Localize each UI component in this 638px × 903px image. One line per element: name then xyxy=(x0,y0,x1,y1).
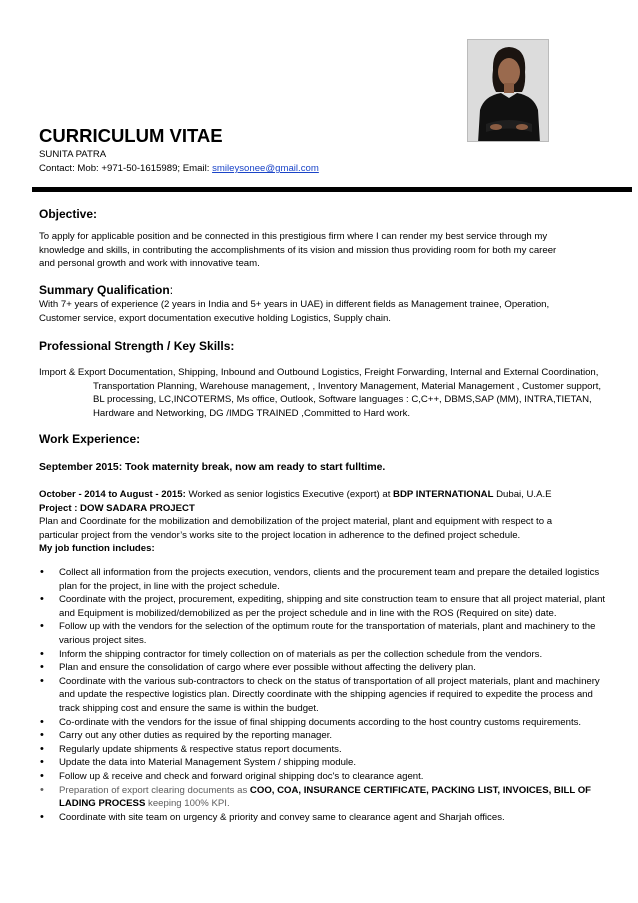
duty-item: • Follow up with the vendors for the selection of the optimum route for the transportation of materials, plant and machinery to the various project sites. xyxy=(59,620,607,647)
duty-export-docs-pre: Preparation of export clearing documents as xyxy=(59,784,250,796)
summary-heading xyxy=(39,283,173,298)
duty-item: • Co-ordinate with the vendors for the issue of final shipping documents according to the host country customs requirements. xyxy=(59,716,607,730)
duty-item: • Regularly update shipments & respective status report documents. xyxy=(59,743,607,757)
duty-item: • Update the data into Material Management System / shipping module. xyxy=(59,756,607,770)
email-link[interactable]: smileysonee@gmail.com xyxy=(212,163,319,174)
duty-export-docs-list: COO, COA, INSURANCE CERTIFICATE, PACKING LIST, INVOICES, BILL OF LADING PROCESS xyxy=(59,784,592,810)
job-company: BDP INTERNATIONAL xyxy=(393,489,494,500)
duty-export-docs-post: keeping 100% KPI. xyxy=(145,798,230,810)
strengths-heading: Professional Strength / Key Skills: xyxy=(39,339,235,353)
job-period: October - 2014 to August - 2015: xyxy=(39,489,186,500)
duty-item: • Coordinate with site team on urgency & priority and convey same to clearance agent and Sharjah offices. xyxy=(59,811,607,825)
contact-details: Contact: Mob: +971-50-1615989; Email: xyxy=(39,163,213,174)
duty-item-export-docs xyxy=(59,784,607,811)
maternity-break-note: September 2015: Took maternity break, now am ready to start fulltime. xyxy=(39,462,386,473)
objective-text: To apply for applicable position and be connected in this prestigious firm where I can render my best service through my knowledge and skills, in contributing the accomplishments of its vision and mission thus providing room for both my career and personal growth and work with innovative team. xyxy=(39,231,557,270)
objective-heading: Objective: xyxy=(39,207,98,221)
profile-photo xyxy=(467,39,549,142)
person-portrait xyxy=(468,40,549,142)
duty-item: • Carry out any other duties as required by the reporting manager. xyxy=(59,729,607,743)
duty-item: • Coordinate with the various sub-contractors to check on the status of transportation of all project materials, plant and machinery and update the respective logistics plan. Directly coordinate with the shipping agencies if required to expedite the process and track shipping cost and ensure the same is within the budget. xyxy=(59,675,607,716)
duty-item: • Coordinate with the project, procurement, expediting, shipping and site construction team to ensure that all project material, plant and Equipment is mobilized/demobilized as per the project schedule and in line with the ROS (Required on site) date. xyxy=(59,593,607,620)
header-divider xyxy=(32,187,632,192)
job-header xyxy=(39,488,579,502)
strengths-text: Import & Export Documentation, Shipping, Inbound and Outbound Logistics, Freight Forwarding, Internal and External Coordination, Transportation Planning, Warehouse management, , Inventory Management, Material Management , Customer support, BL processing, LC,INCOTERMS, Ms office, Outlook, Software languages : C,C++, DBMS,SAP (MM), INTRA,TIETAN, Hardware and Networking, DG /IMDG TRAINED ,Committed to Hard work. xyxy=(39,367,602,419)
summary-text: With 7+ years of experience (2 years in India and 5+ years in UAE) in different fields as Management trainee, Operation, Customer service, export documentation executive holding Logistics, Supply chain. xyxy=(39,299,550,324)
job-duties-list xyxy=(39,566,607,824)
work-experience-heading: Work Experience: xyxy=(39,432,141,446)
summary-heading-colon: : xyxy=(169,283,174,297)
contact-line xyxy=(39,162,319,176)
candidate-name: SUNITA PATRA xyxy=(39,149,107,160)
job-project: Project : DOW SADARA PROJECT xyxy=(39,503,195,514)
duty-item: • Collect all information from the projects execution, vendors, clients and the procurement team and prepare the detailed logistics plan for the project, in line with the project schedule. xyxy=(59,566,607,593)
duty-item: • Plan and ensure the consolidation of cargo where ever possible without affecting the delivery plan. xyxy=(59,661,607,675)
job-functions-label: My job function includes: xyxy=(39,543,155,554)
duty-item: • Follow up & receive and check and forward original shipping doc's to clearance agent. xyxy=(59,770,607,784)
duty-item: • Inform the shipping contractor for timely collection on of materials as per the collection schedule from the vendors. xyxy=(59,648,607,662)
summary-heading-text: Summary Qualification xyxy=(39,283,170,297)
document-title: CURRICULUM VITAE xyxy=(39,125,223,146)
job-role: Worked as senior logistics Executive (export) at xyxy=(185,489,394,500)
job-description: Plan and Coordinate for the mobilization and demobilization of the project material, plant and equipment with respect to a particular project from the vendor’s works site to the project location in adherence to the defined project schedule. xyxy=(39,516,553,541)
job-location: Dubai, U.A.E xyxy=(493,489,552,500)
